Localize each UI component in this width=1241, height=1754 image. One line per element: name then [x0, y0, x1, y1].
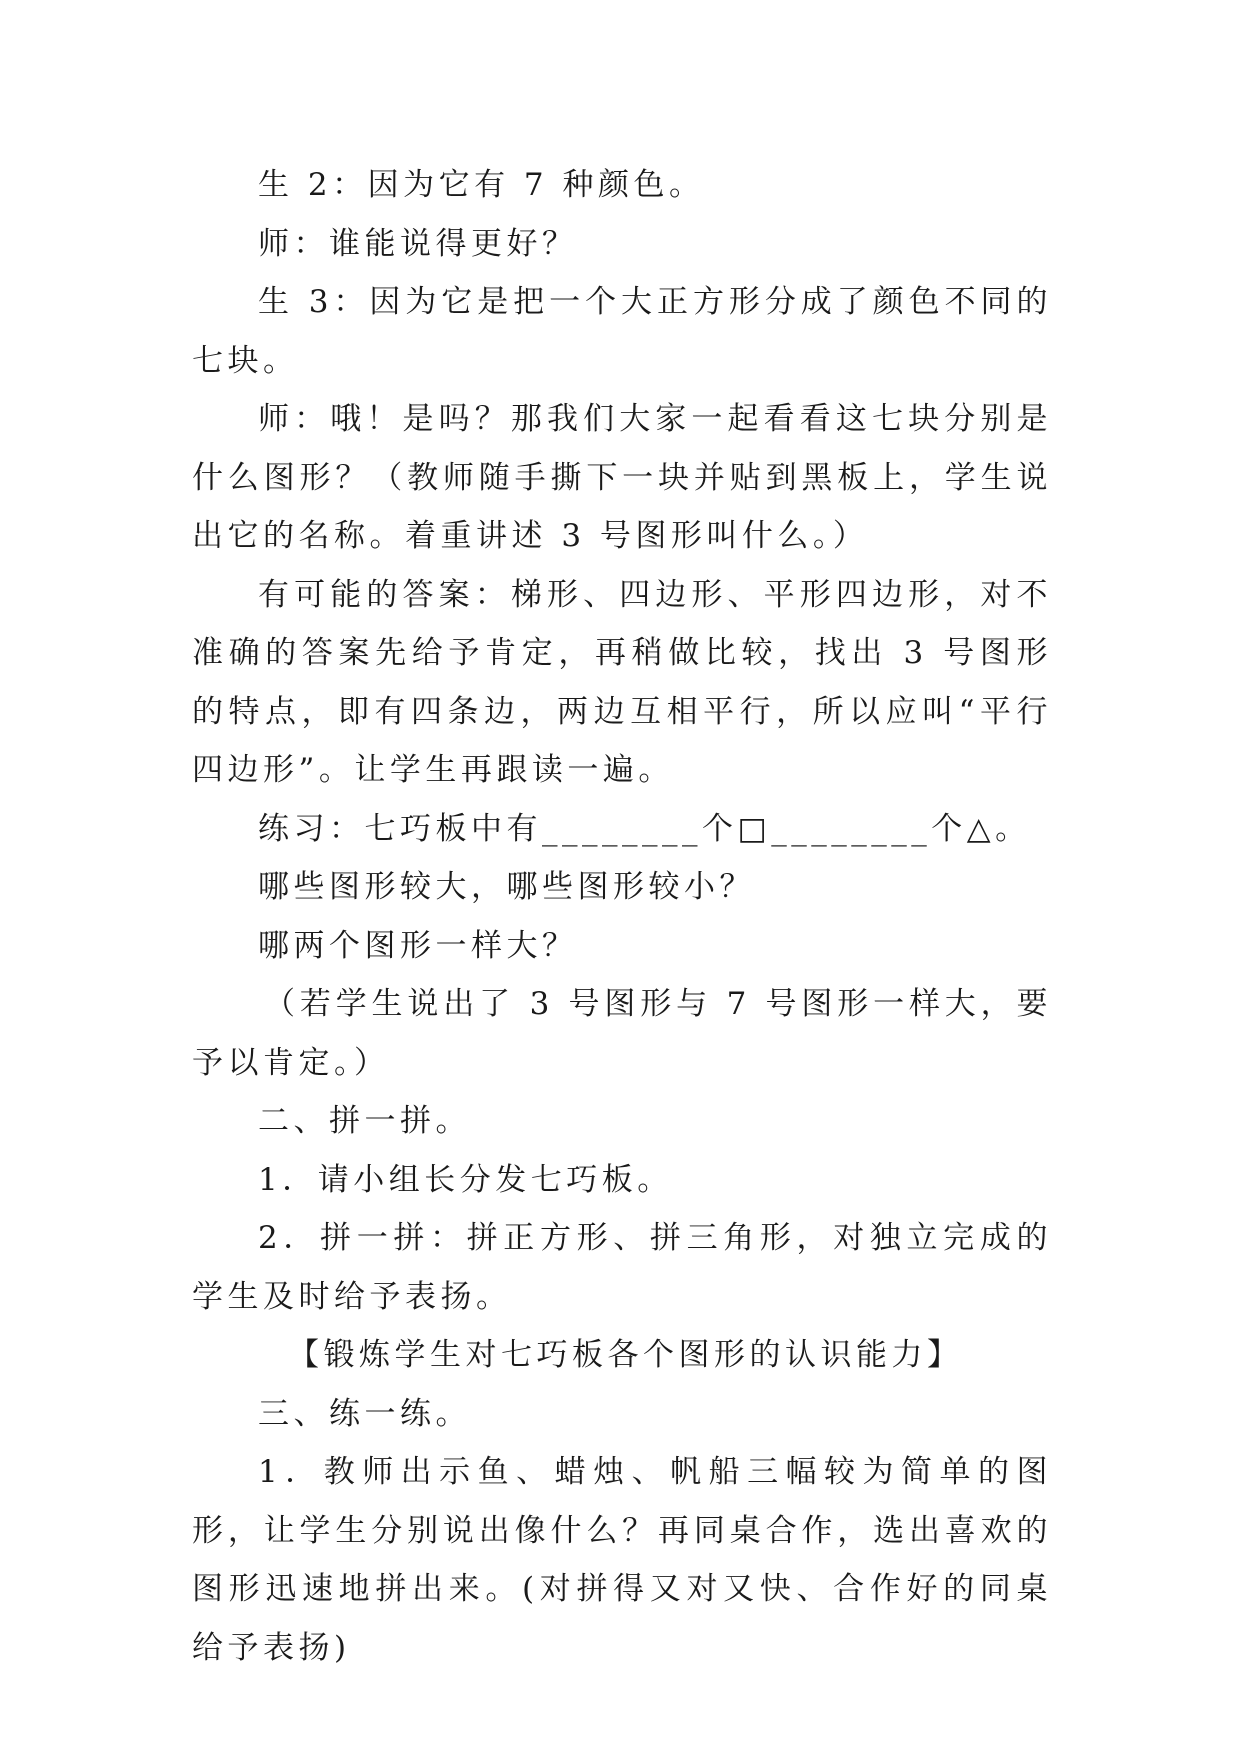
section-heading-three: 三、练一练。 — [258, 1395, 471, 1432]
paragraph-teacher-explain: 师：哦！是吗？那我们大家一起看看这七块分别是什么图形？（教师随手撕下一块并贴到黑板上，学生说出它的名称。着重讲述 3 号图形叫什么。） — [192, 401, 1052, 554]
document-body — [192, 156, 1052, 1677]
paragraph-step1: 1．请小组长分发七巧板。 — [258, 1161, 673, 1198]
paragraph-which-same: 哪两个图形一样大？ — [258, 927, 578, 964]
paragraph-exercise: 练习：七巧板中有________个□________个△。 — [258, 810, 1031, 847]
paragraph-affirm-note: （若学生说出了 3 号图形与 7 号图形一样大，要予以肯定。） — [192, 986, 1052, 1081]
paragraph-student3: 生 3：因为它是把一个大正方形分成了颜色不同的七块。 — [192, 284, 1052, 379]
paragraph-possible-answers: 有可能的答案：梯形、四边形、平形四边形，对不准确的答案先给予肯定，再稍做比较，找出 3 号图形的特点，即有四条边，两边互相平行，所以应叫“平行四边形”。让学生再跟读一遍。 — [192, 576, 1052, 788]
paragraph-step2: 2．拼一拼：拼正方形、拼三角形，对独立完成的学生及时给予表扬。 — [192, 1220, 1052, 1315]
paragraph-which-bigger: 哪些图形较大，哪些图形较小？ — [258, 869, 755, 905]
paragraph-teacher-question: 师：谁能说得更好？ — [258, 225, 578, 262]
paragraph-student2: 生 2：因为它有 7 种颜色。 — [258, 167, 705, 203]
paragraph-practice1: 1．教师出示鱼、蜡烛、帆船三幅较为简单的图形，让学生分别说出像什么？再同桌合作，选出喜欢的图形迅速地拼出来。(对拼得又对又快、合作好的同桌给予表扬) — [192, 1454, 1052, 1666]
paragraph-goal-note: 【锻炼学生对七巧板各个图形的认识能力】 — [288, 1337, 963, 1373]
section-heading-two: 二、拼一拼。 — [258, 1103, 471, 1139]
